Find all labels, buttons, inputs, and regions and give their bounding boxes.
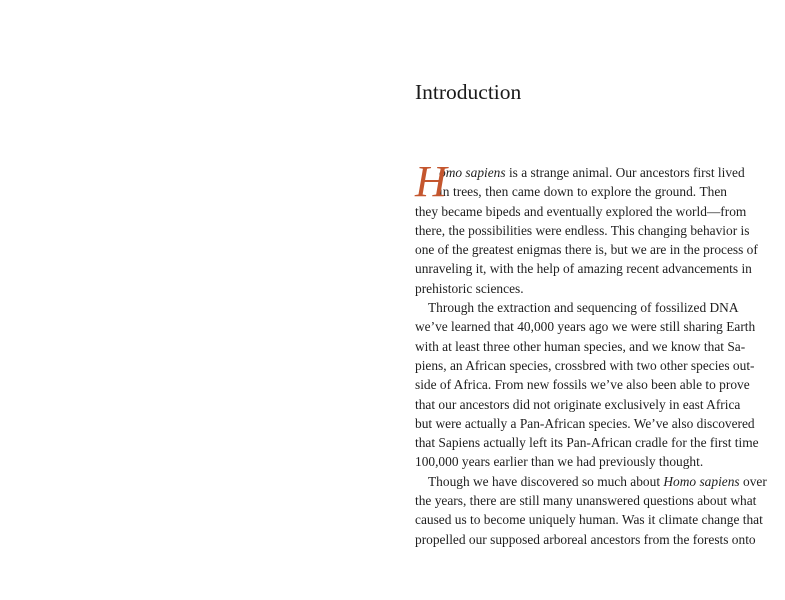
text-line: there, the possibilities were endless. This changing behavior is [415,222,750,238]
text-line: that our ancestors did not originate exclusively in east Africa [415,396,741,412]
text-line: Through the extraction and sequencing of fossilized DNA [428,300,739,316]
text-line: we’ve learned that 40,000 years ago we were still sharing Earth [415,319,756,335]
text-line: side of Africa. From new fossils we’ve also been able to prove [415,377,750,393]
text-line: they became bipeds and eventually explored the world—from [415,203,747,219]
paragraph-1 [415,157,758,298]
text-line: the years, there are still many unanswered questions about what [415,493,757,509]
text-line: Though we have discovered so much about Homo sapiens over [428,473,767,489]
text-line: caused us to become uniquely human. Was it climate change that [415,512,763,528]
text-line: unraveling it, with the help of amazing recent advancements in [415,261,752,277]
text-line: omo sapiens is a strange animal. Our ancestors first lived [439,165,745,180]
paragraph-2 [415,298,759,472]
text-line: that Sapiens actually left its Pan-African cradle for the first time [415,435,759,451]
text-line: piens, an African species, crossbred with two other species out- [415,357,755,373]
text-line: propelled our supposed arboreal ancestors from the forests onto [415,531,756,547]
drop-cap: H [415,157,447,206]
text-line: 100,000 years earlier than we had previously thought. [415,454,704,470]
text-line: but were actually a Pan-African species. We’ve also discovered [415,415,755,431]
chapter-body [415,157,767,549]
text-line: with at least three other human species, and we know that Sa- [415,338,746,354]
chapter-title: Introduction [415,80,522,104]
text-line: one of the greatest enigmas there is, but we are in the process of [415,242,758,258]
text-line: in trees, then came down to explore the ground. Then [439,184,727,200]
paragraph-3 [415,472,767,549]
text-line: prehistoric sciences. [415,280,524,296]
